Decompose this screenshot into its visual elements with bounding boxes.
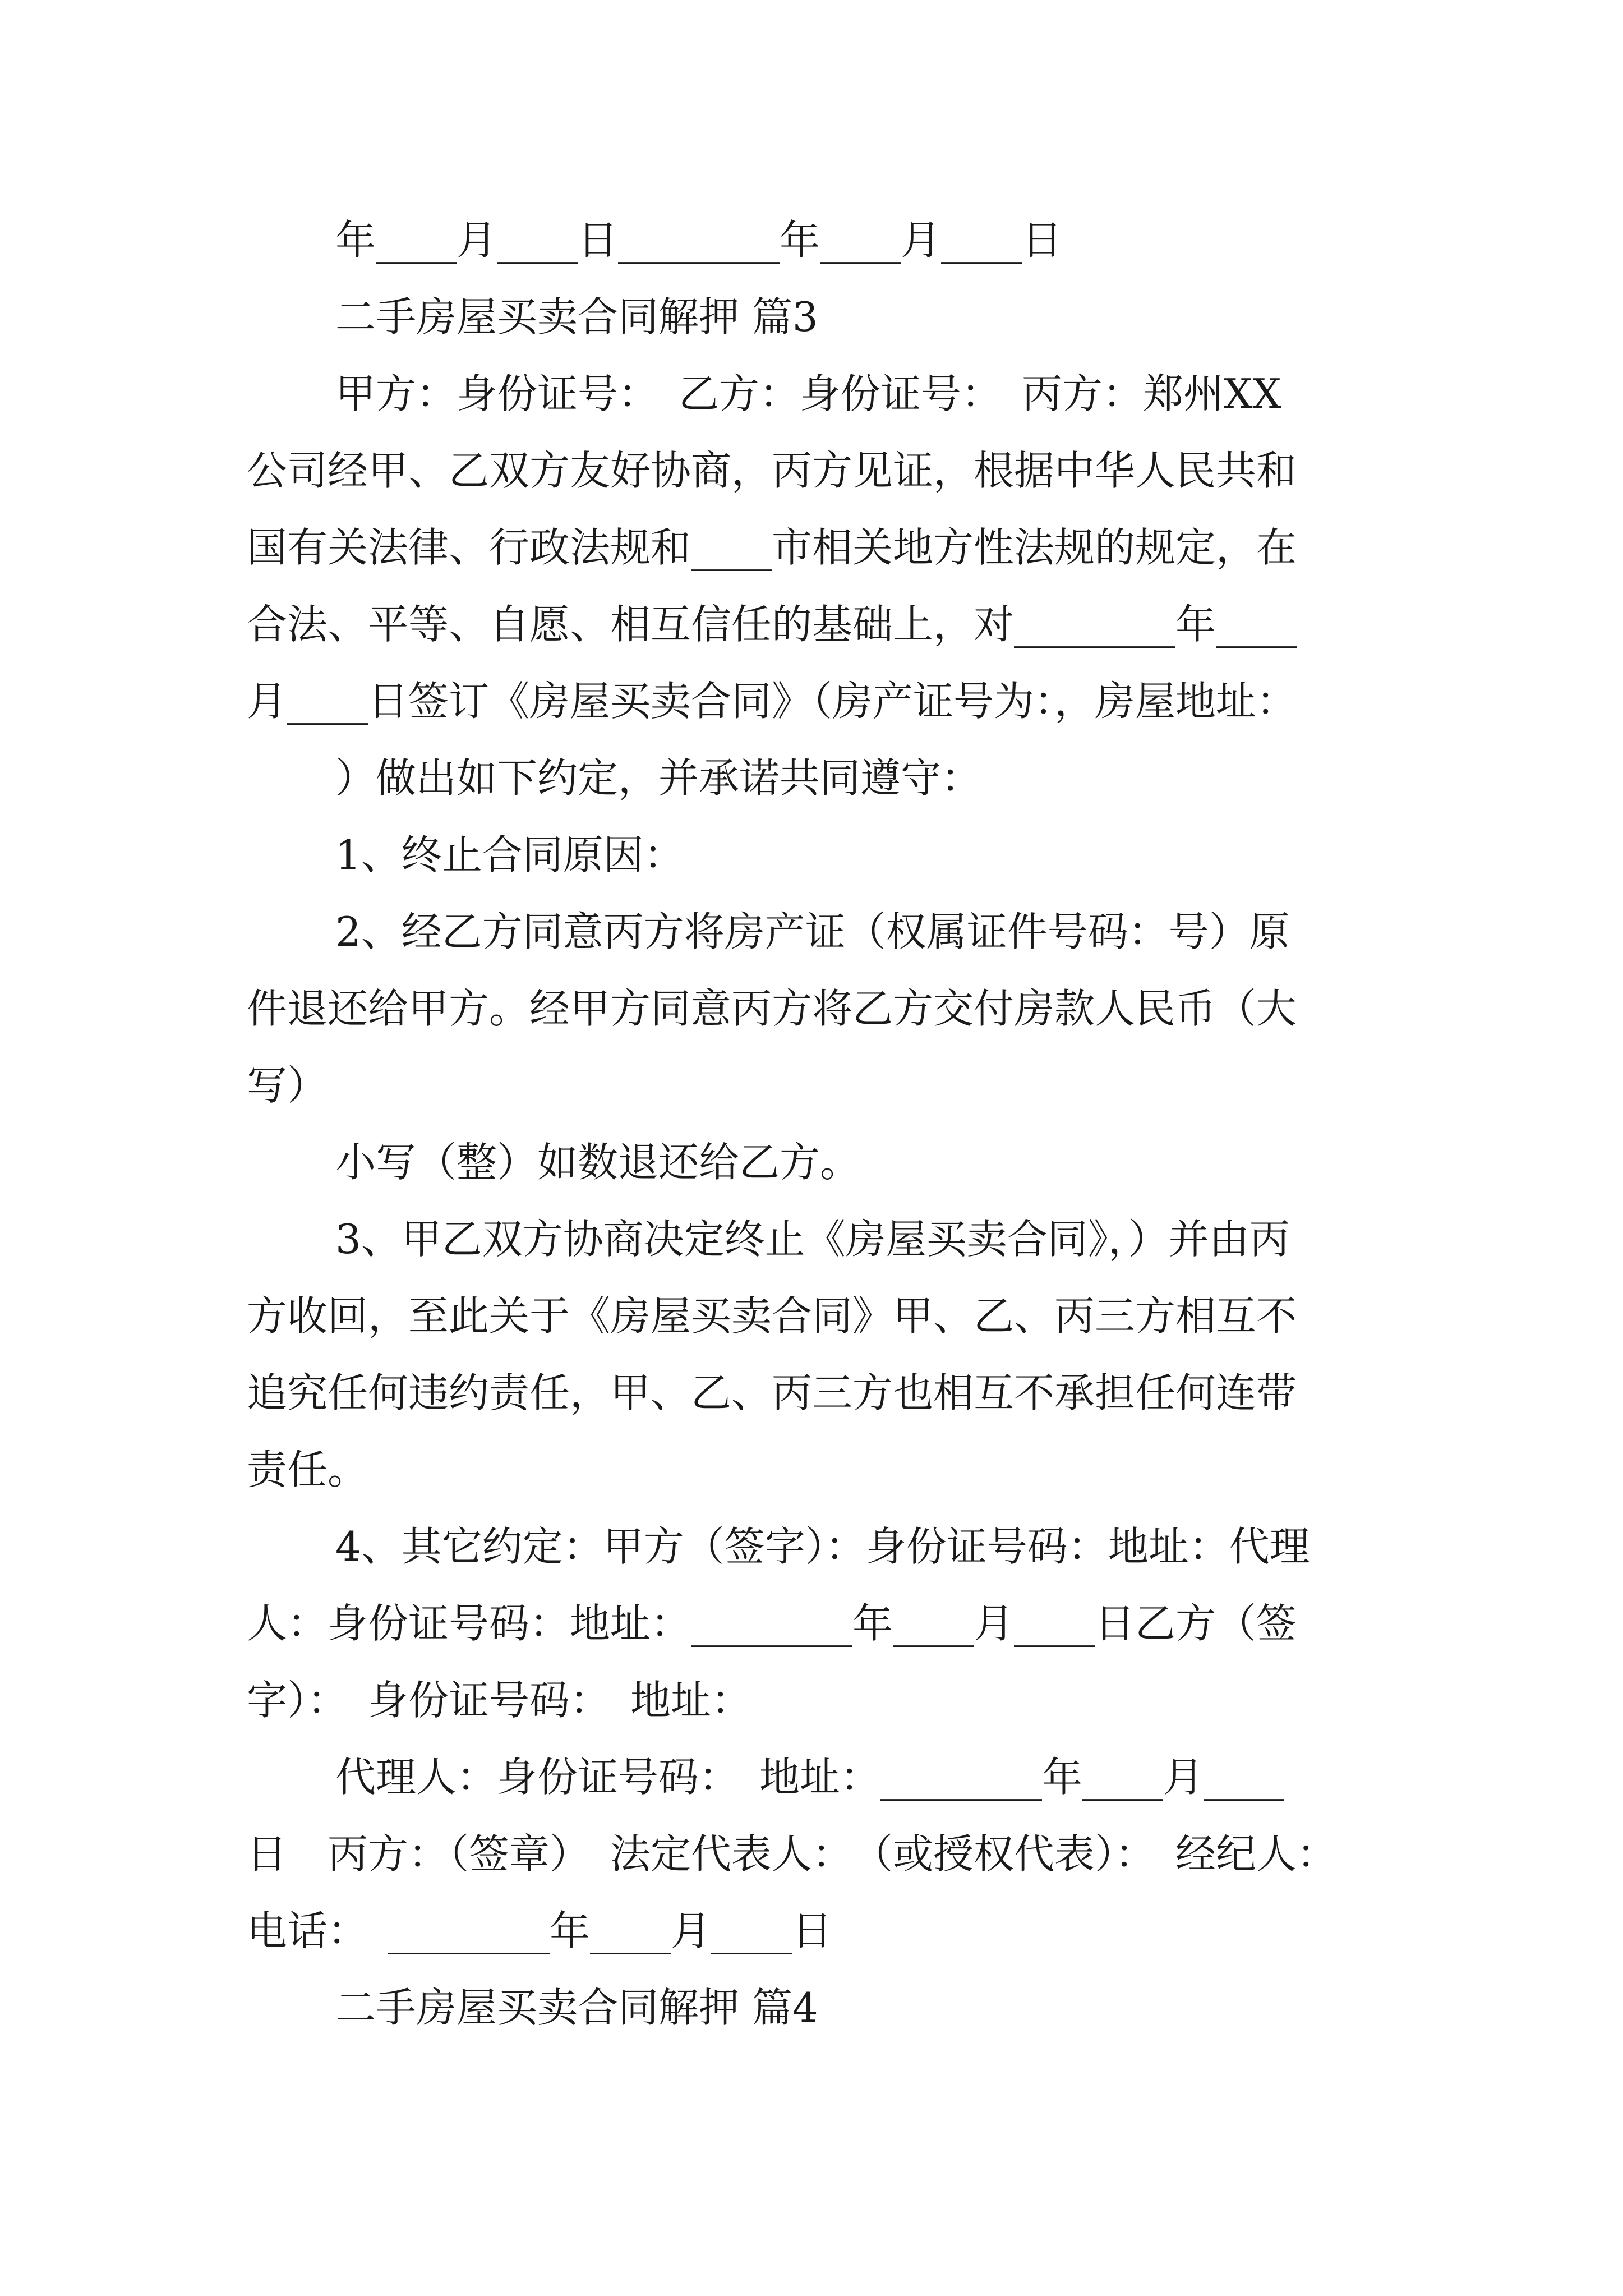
- paragraph-line: 合法、平等、自愿、相互信任的基础上，对________年____: [247, 601, 1297, 648]
- paragraph-line: 国有关法律、行政法规和____市相关地方性法规的规定，在: [247, 524, 1297, 571]
- clause-line: 1、终止合同原因：: [335, 831, 684, 878]
- paragraph-line: 甲方：身份证号： 乙方：身份证号： 丙方：郑州XX: [335, 370, 1281, 417]
- paragraph-line: 月____日签订《房屋买卖合同》（房产证号为：，房屋地址：: [247, 678, 1297, 725]
- paragraph-line: 字）： 身份证号码： 地址：: [247, 1677, 752, 1724]
- section-heading: 二手房屋买卖合同解押 篇4: [335, 1984, 818, 2031]
- clause-line: 2、经乙方同意丙方将房产证（权属证件号码：号）原: [335, 908, 1290, 955]
- paragraph-line: 日 丙方：（签章） 法定代表人： （或授权代表）： 经纪人：: [247, 1830, 1338, 1878]
- paragraph-line: 代理人：身份证号码： 地址：________年____月____: [335, 1754, 1285, 1801]
- section-heading: 二手房屋买卖合同解押 篇3: [335, 293, 818, 341]
- paragraph-line: 电话： ________年____月____日: [247, 1907, 833, 1954]
- paragraph-line: 小写（整）如数退还给乙方。: [335, 1139, 861, 1186]
- paragraph-line: 公司经甲、乙双方友好协商，丙方见证，根据中华人民共和: [247, 447, 1297, 494]
- clause-line: 3、甲乙双方协商决定终止《房屋买卖合同》，）并由丙: [335, 1216, 1290, 1263]
- date-line: 年____月____日________年____月____日: [335, 217, 1062, 264]
- clause-line: 4、其它约定：甲方（签字）：身份证号码：地址：代理: [335, 1523, 1310, 1570]
- paragraph-line: 追究任何违约责任，甲、乙、丙三方也相互不承担任何连带: [247, 1369, 1297, 1416]
- document-body: [247, 202, 1385, 2046]
- paragraph-line: 写）: [247, 1062, 328, 1109]
- paragraph-line: ）做出如下约定，并承诺共同遵守：: [335, 754, 982, 802]
- paragraph-line: 件退还给甲方。经甲方同意丙方将乙方交付房款人民币（大: [247, 985, 1297, 1032]
- paragraph-line: 方收回，至此关于《房屋买卖合同》甲、乙、丙三方相互不: [247, 1292, 1297, 1340]
- paragraph-line: 人：身份证号码：地址：________年____月____日乙方（签: [247, 1600, 1297, 1647]
- paragraph-line: 责任。: [247, 1446, 368, 1493]
